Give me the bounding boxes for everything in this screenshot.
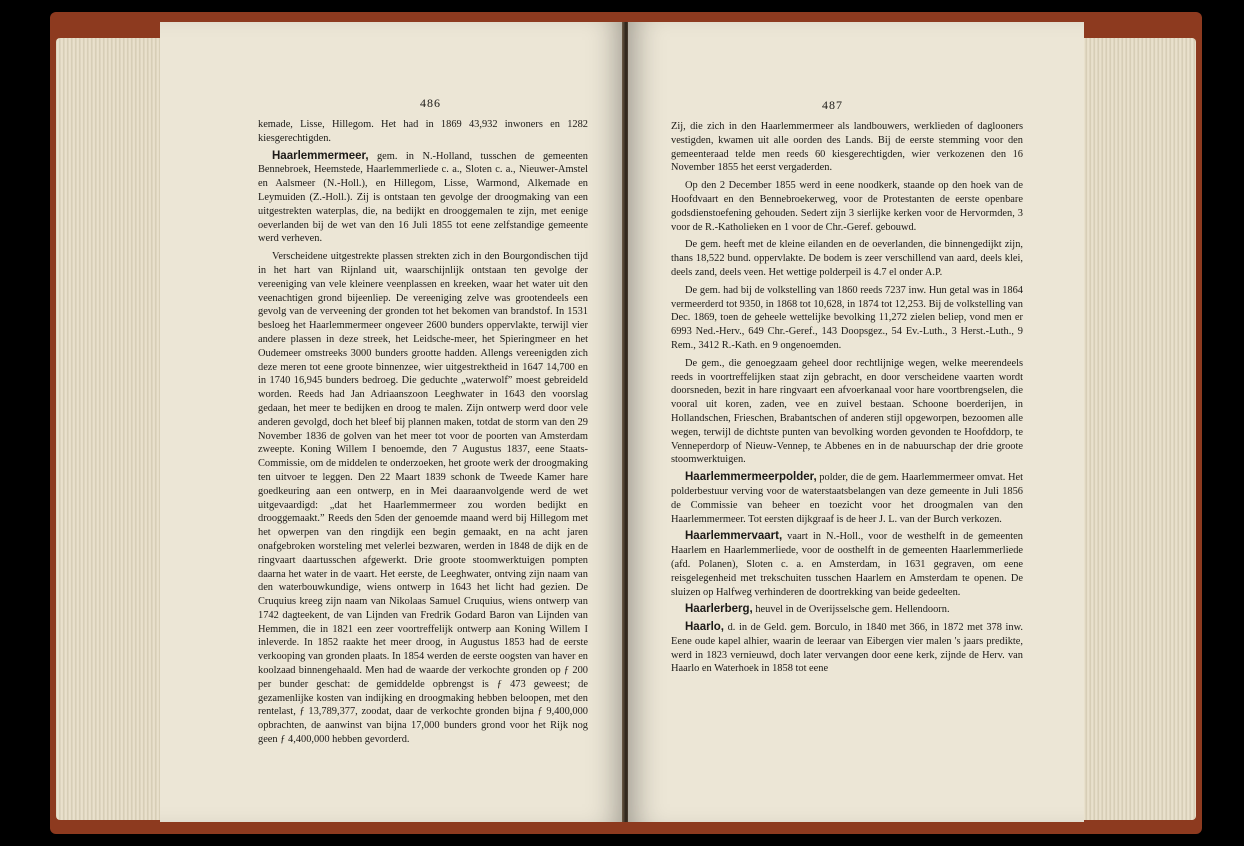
dictionary-entry [671, 471, 1023, 526]
paragraph-text: kemade, Lisse, Hillegom. Het had in 1869 43,932 inwoners en 1282 kiesgerechtigden. [258, 119, 588, 144]
dictionary-entry [671, 621, 1023, 676]
paragraph [671, 238, 1023, 279]
entry-headword: Haarlemmermeerpolder, [685, 471, 817, 484]
paragraph [671, 357, 1023, 467]
page-number: 486 [420, 96, 441, 110]
paragraph-text: vaart in N.-Holl., voor de westhelft in de gemeenten Haarlem en Haarlemmerliede, voor de oosthelft in de gemeenten Haarlemmerliede (afd. Polanen), Sloten c. a. en Amsterdam, in 1631 gegraven, om eene reisgelegenheid met trekschuiten tusschen Haarlem en Amsterdam te openen. De sluizen op Halfweg verhinderen de doortrekking van beide gedeelten. [671, 531, 1023, 598]
paragraph-text: Zij, die zich in den Haarlemmermeer als landbouwers, werklieden of daglooners vestigden, kwamen uit alle oorden des Lands. Bij de eerste stemming voor den gemeenteraad telde men reeds 60 kiesgerechtigden, wier verkozenen den 16 November 1855 het eerst vergaderden. [671, 121, 1023, 174]
left-page [160, 22, 624, 822]
left-page-edges [56, 38, 166, 820]
page-text [671, 120, 1023, 680]
paragraph-text: Op den 2 December 1855 werd in eene noodkerk, staande op den hoek van de Hoofdvaart en den Bennebroekerweg, voor de Protestanten de eerste openbare godsdienstoefening gehouden. Sedert zijn 3 sierlijke kerken voor de Hervormden, 3 voor de R.-Katholieken en 1 voor de Chr.-Geref. gebouwd. [671, 180, 1023, 233]
right-page-edges [1078, 38, 1196, 820]
page-number: 487 [822, 98, 843, 112]
page-text [258, 118, 588, 751]
paragraph-text: De gem. had bij de volkstelling van 1860 reeds 7237 inw. Hun getal was in 1864 vermeerderd tot 9350, in 1868 tot 10,628, in 1874 tot 12,253. Bij de volkstelling van Dec. 1869, toen de geheele wettelijke bevolking 11,272 zielen beliep, vond men er 6993 Ned.-Herv., 649 Chr.-Geref., 143 Doopsgez., 54 Ev.-Luth., 3 Herst.-Luth., 9 Rem., 3412 R.-Kath. en 9 ongenoemden. [671, 284, 1023, 351]
entry-headword: Haarlerberg, [685, 603, 753, 616]
entry-headword: Haarlemmervaart, [685, 530, 783, 543]
paragraph-text: heuvel in de Overijsselsche gem. Hellendoorn. [752, 604, 950, 616]
paragraph-text: gem. in N.-Holland, tusschen de gemeenten Bennebroek, Heemstede, Haarlemmerliede c. a., Sloten c. a., Nieuwer-Amstel en Aalsmeer (N.-Holl.), en Hillegom, Lisse, Warmond, Alkemade en Leymuiden (Z.-Holl.). Zij is ontstaan ten gevolge der droogmaking van een uitgestrekten waterplas, die, na bedijkt en drooggemalen te zijn, met eenige oeverlanden bij de wet van den 16 Juli 1855 tot eene zelfstandige gemeente werd verheven. [258, 150, 588, 245]
dictionary-entry [258, 150, 588, 247]
paragraph-text: Verscheidene uitgestrekte plassen strekten zich in den Bourgondischen tijd in het hart van Rijnland uit, waarschijnlijk ontstaan ten gevolge der vereeniging van vele kleinere veenplassen en kreeken, waar het water uit den veenachtigen grond bijeenliep. De vereeniging zelve was grootendeels een gevolg van de verveening der gronden tot het bekomen van brandstof. In 1531 besloeg het Haarlemmermeer ongeveer 2600 bunders oppervlakte, terwijl vier andere plassen in deze streek, het Leidsche-meer, het Spieringmeer en het Oudemeer omstreeks 3000 bunders grootte hadden. Allengs vereenigden zich deze meren tot eene groote binnenzee, wier uitgestrektheid in 1647 14,700 en in 1740 16,945 bunders bedroeg. Die geduchte „waterwolf” moest gebreideld worden. Reeds had Jan Adriaanszoon Leeghwater in 1643 den voorslag gedaan, het meer te bedijken en droog te malen. Zijn ontwerp werd door vele anderen gevolgd, doch het bleef bij plannen maken, totdat de storm van den 29 November 1836 de golven van het meer tot voor de poorten van Amsterdam zweepte. Koning Willem I benoemde, den 7 Augustus 1837, eene Staats-Commissie, om de middelen te onderzoeken, het groote werk der droogmaking ten uitvoer te leggen. Den 22 Maart 1839 schonk de Tweede Kamer hare goedkeuring aan een ontwerp, en in Mei daaraanvolgende werd de wet uitgevaardigd: „dat het Haarlemmermeer zou worden bedijkt en drooggemaakt.” Reeds den 5den der genoemde maand werd bij Hillegom met het opwerpen van den ringdijk een begin gemaakt, en na acht jaren onafgebroken worsteling met velerlei bezwaren, werden in 1848 de dijk en de ringvaart daartusschen afgewerkt. Drie groote stoomwerktuigen pompten daarna het water in de vaart. Het eerste, de Leeghwater, ontving zijn naam van den waterbouwkundige, wiens ontwerp in 1643 het licht had gezien. De Cruquius kreeg zijn naam van Nikolaas Samuel Cruquius, wiens ontwerp van 1742 dagteekent, de van Lijnden van Fredrik Godard Baron van Lijnden van Hemmen, die in 1821 een zeer voortreffelijk ontwerp aan Koning Willem I inleverde. In 1852 raakte het meer droog, in Augustus 1853 had de eerste verkooping van gronden plaats. In 1854 werden de eerste oogsten van haver en koolzaad binnengehaald. Men had de waarde der verkochte gronden op ƒ 200 per bunder geschat: de gemiddelde opbrengst is ƒ 473 geweest; de gezamenlijke kosten van indijking en droogmaking hebben beloopen, met den rentelast, ƒ 13,789,377, zoodat, daar de verkochte gronden bijna ƒ 9,400,000 opbrachten, de aanwinst van bijna 17,000 bunders grond voor het Rijk nog geen ƒ 4,400,000 hebben gevorderd. [258, 251, 588, 746]
dictionary-entry [671, 530, 1023, 599]
paragraph-text: De gem., die genoegzaam geheel door rechtlijnige wegen, welke meerendeels reeds in voortreffelijken staat zijn gebracht, en door verscheidene vaarten wordt doorsneden, bezit in hare ringvaart een afvoerkanaal voor hare voortbrengselen, die vooral uit koren, zaden, vee en zuivel bestaan. Schoone boerderijen, in Hollandschen, Frieschen, Brabantschen of anderen stijl opgeworpen, bezoomen alle wegen, terwijl de dichtste punten van bevolking worden gevonden te Hoofddorp, te Venneperdorp of Nieuw-Vennep, te Abbenes en in de nabuurschap der drie groote stoomwerktuigen. [671, 357, 1023, 466]
entry-headword: Haarlo, [685, 621, 724, 634]
entry-headword: Haarlemmermeer, [272, 149, 369, 162]
right-page [628, 22, 1084, 822]
paragraph-text: d. in de Geld. gem. Borculo, in 1840 met 366, in 1872 met 378 inw. Eene oude kapel alhier, waarin de leeraar van Eibergen vier malen 's jaars predikte, werd in 1823 vernieuwd, doch later vervangen door eene kerk, zijnde de Herv. van Haarlo en Waterhoek in 1858 tot eene [671, 622, 1023, 675]
paragraph [671, 120, 1023, 175]
paragraph [671, 284, 1023, 353]
paragraph [258, 250, 588, 747]
paragraph [258, 118, 588, 146]
dictionary-entry [671, 603, 1023, 617]
paragraph [671, 179, 1023, 234]
paragraph-text: polder, die de gem. Haarlemmermeer omvat. Het polderbestuur verving voor de waterstaatsbelangen van deze gemeente in Juli 1856 de Commissie van beheer en toezicht voor het droogmalen van den Haarlemmermeer. Tot eersten dijkgraaf is de heer J. L. van der Burch verkozen. [671, 472, 1023, 525]
paragraph-text: De gem. heeft met de kleine eilanden en de oeverlanden, die binnengedijkt zijn, thans 18,522 bund. oppervlakte. De bodem is zeer verschillend van aard, deels klei, deels zand, deels veen. Het wettige polderpeil is 4.7 el onder A.P. [671, 239, 1023, 278]
